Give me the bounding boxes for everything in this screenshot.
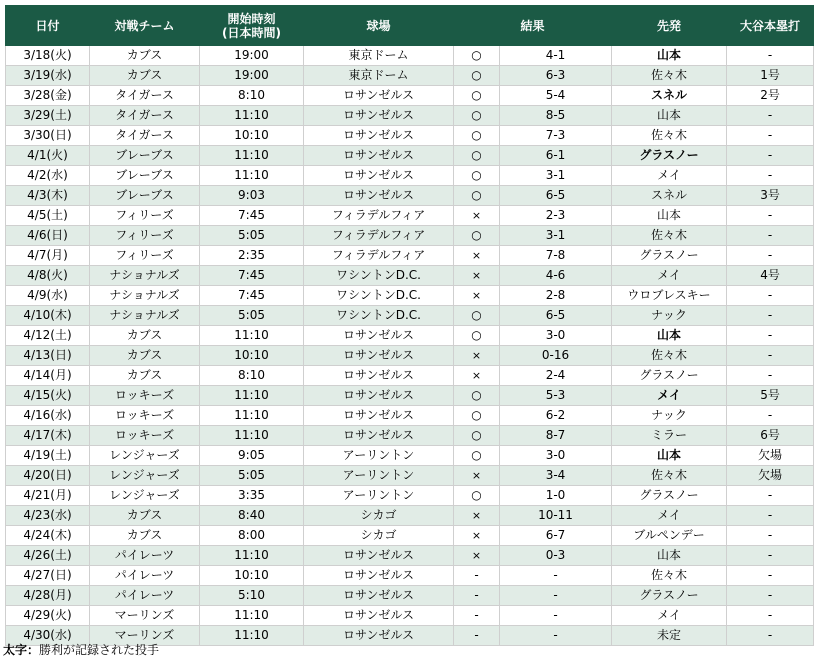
opponent-cell: カブス — [90, 66, 200, 86]
opponent-cell: カブス — [90, 366, 200, 386]
schedule-table-container — [5, 5, 814, 646]
stadium-cell: フィラデルフィア — [304, 206, 454, 226]
date-cell: 3/19(水) — [6, 66, 90, 86]
header-start-time — [200, 6, 304, 46]
stadium-cell: ロサンゼルス — [304, 386, 454, 406]
header-starter: 先発 — [612, 6, 727, 46]
table-row — [6, 106, 814, 126]
stadium-cell: フィラデルフィア — [304, 246, 454, 266]
date-cell: 4/29(火) — [6, 606, 90, 626]
result-mark-cell: × — [454, 286, 500, 306]
score-cell: - — [500, 566, 612, 586]
starter-cell: 佐々木 — [612, 126, 727, 146]
table-row — [6, 66, 814, 86]
start-time-cell: 10:10 — [200, 126, 304, 146]
result-mark-cell: ○ — [454, 46, 500, 66]
opponent-cell: ブレーブス — [90, 186, 200, 206]
table-row — [6, 546, 814, 566]
opponent-cell: レンジャーズ — [90, 446, 200, 466]
stadium-cell: ロサンゼルス — [304, 626, 454, 646]
opponent-cell: レンジャーズ — [90, 466, 200, 486]
table-row — [6, 406, 814, 426]
ohtani-hr-cell: - — [727, 166, 814, 186]
date-cell: 4/7(月) — [6, 246, 90, 266]
opponent-cell: マーリンズ — [90, 606, 200, 626]
opponent-cell: ブレーブス — [90, 166, 200, 186]
score-cell: 6-5 — [500, 186, 612, 206]
score-cell: 4-1 — [500, 46, 612, 66]
start-time-cell: 7:45 — [200, 286, 304, 306]
start-time-cell: 8:10 — [200, 366, 304, 386]
starter-cell: 山本 — [612, 106, 727, 126]
start-time-cell: 11:10 — [200, 326, 304, 346]
score-cell: 6-2 — [500, 406, 612, 426]
ohtani-hr-cell: - — [727, 106, 814, 126]
starter-cell: ミラー — [612, 426, 727, 446]
opponent-cell: フィリーズ — [90, 206, 200, 226]
start-time-cell: 5:05 — [200, 466, 304, 486]
opponent-cell: ナショナルズ — [90, 266, 200, 286]
score-cell: - — [500, 626, 612, 646]
table-row — [6, 226, 814, 246]
start-time-cell: 11:10 — [200, 546, 304, 566]
date-cell: 4/9(水) — [6, 286, 90, 306]
stadium-cell: アーリントン — [304, 466, 454, 486]
date-cell: 4/15(火) — [6, 386, 90, 406]
table-row — [6, 526, 814, 546]
result-mark-cell: - — [454, 606, 500, 626]
date-cell: 4/23(水) — [6, 506, 90, 526]
opponent-cell: ナショナルズ — [90, 306, 200, 326]
starter-cell: ナック — [612, 406, 727, 426]
table-row — [6, 486, 814, 506]
result-mark-cell: ○ — [454, 226, 500, 246]
date-cell: 4/10(木) — [6, 306, 90, 326]
date-cell: 4/17(木) — [6, 426, 90, 446]
date-cell: 4/20(日) — [6, 466, 90, 486]
table-row — [6, 386, 814, 406]
result-mark-cell: ○ — [454, 406, 500, 426]
start-time-cell: 10:10 — [200, 566, 304, 586]
date-cell: 4/2(水) — [6, 166, 90, 186]
opponent-cell: パイレーツ — [90, 566, 200, 586]
score-cell: 8-7 — [500, 426, 612, 446]
opponent-cell: ロッキーズ — [90, 406, 200, 426]
result-mark-cell: × — [454, 546, 500, 566]
stadium-cell: 東京ドーム — [304, 66, 454, 86]
result-mark-cell: - — [454, 626, 500, 646]
result-mark-cell: × — [454, 506, 500, 526]
score-cell: 7-3 — [500, 126, 612, 146]
date-cell: 3/28(金) — [6, 86, 90, 106]
result-mark-cell: × — [454, 366, 500, 386]
score-cell: 0-3 — [500, 546, 612, 566]
opponent-cell: パイレーツ — [90, 586, 200, 606]
ohtani-hr-cell: - — [727, 506, 814, 526]
schedule-table — [5, 5, 814, 646]
start-time-cell: 11:10 — [200, 406, 304, 426]
opponent-cell: カブス — [90, 526, 200, 546]
starter-cell: メイ — [612, 166, 727, 186]
ohtani-hr-cell: - — [727, 546, 814, 566]
stadium-cell: シカゴ — [304, 526, 454, 546]
schedule-body — [6, 46, 814, 646]
date-cell: 4/24(木) — [6, 526, 90, 546]
start-time-cell: 9:03 — [200, 186, 304, 206]
score-cell: - — [500, 586, 612, 606]
start-time-cell: 2:35 — [200, 246, 304, 266]
date-cell: 4/13(日) — [6, 346, 90, 366]
start-time-cell: 5:05 — [200, 306, 304, 326]
table-row — [6, 86, 814, 106]
stadium-cell: ロサンゼルス — [304, 566, 454, 586]
table-row — [6, 286, 814, 306]
date-cell: 3/29(土) — [6, 106, 90, 126]
date-cell: 3/30(日) — [6, 126, 90, 146]
result-mark-cell: × — [454, 526, 500, 546]
start-time-cell: 5:05 — [200, 226, 304, 246]
result-mark-cell: ○ — [454, 146, 500, 166]
date-cell: 4/8(火) — [6, 266, 90, 286]
score-cell: 3-4 — [500, 466, 612, 486]
stadium-cell: ロサンゼルス — [304, 406, 454, 426]
ohtani-hr-cell: 2号 — [727, 86, 814, 106]
date-cell: 4/27(日) — [6, 566, 90, 586]
opponent-cell: パイレーツ — [90, 546, 200, 566]
opponent-cell: カブス — [90, 326, 200, 346]
score-cell: 2-8 — [500, 286, 612, 306]
date-cell: 4/3(木) — [6, 186, 90, 206]
result-mark-cell: - — [454, 586, 500, 606]
score-cell: 5-4 — [500, 86, 612, 106]
ohtani-hr-cell: 欠場 — [727, 466, 814, 486]
result-mark-cell: ○ — [454, 446, 500, 466]
start-time-cell: 11:10 — [200, 606, 304, 626]
stadium-cell: ワシントンD.C. — [304, 286, 454, 306]
ohtani-hr-cell: 3号 — [727, 186, 814, 206]
date-cell: 3/18(火) — [6, 46, 90, 66]
start-time-cell: 3:35 — [200, 486, 304, 506]
ohtani-hr-cell: - — [727, 206, 814, 226]
starter-cell: グラスノー — [612, 486, 727, 506]
date-cell: 4/26(土) — [6, 546, 90, 566]
start-time-cell: 7:45 — [200, 266, 304, 286]
starter-cell: 佐々木 — [612, 66, 727, 86]
opponent-cell: タイガース — [90, 126, 200, 146]
ohtani-hr-cell: - — [727, 626, 814, 646]
date-cell: 4/16(水) — [6, 406, 90, 426]
result-mark-cell: ○ — [454, 306, 500, 326]
start-time-cell: 8:40 — [200, 506, 304, 526]
start-time-cell: 19:00 — [200, 46, 304, 66]
stadium-cell: ロサンゼルス — [304, 366, 454, 386]
opponent-cell: フィリーズ — [90, 246, 200, 266]
starter-cell: グラスノー — [612, 146, 727, 166]
header-ohtani-hr: 大谷本塁打 — [727, 6, 814, 46]
date-cell: 4/12(土) — [6, 326, 90, 346]
stadium-cell: ロサンゼルス — [304, 166, 454, 186]
ohtani-hr-cell: - — [727, 146, 814, 166]
result-mark-cell: ○ — [454, 66, 500, 86]
date-cell: 4/21(月) — [6, 486, 90, 506]
score-cell: 2-3 — [500, 206, 612, 226]
start-time-cell: 11:10 — [200, 386, 304, 406]
result-mark-cell: ○ — [454, 126, 500, 146]
table-row — [6, 306, 814, 326]
stadium-cell: フィラデルフィア — [304, 226, 454, 246]
stadium-cell: ロサンゼルス — [304, 546, 454, 566]
table-row — [6, 166, 814, 186]
ohtani-hr-cell: 5号 — [727, 386, 814, 406]
ohtani-hr-cell: - — [727, 526, 814, 546]
starter-cell: 山本 — [612, 326, 727, 346]
stadium-cell: ロサンゼルス — [304, 586, 454, 606]
score-cell: 3-1 — [500, 226, 612, 246]
starter-cell: メイ — [612, 386, 727, 406]
opponent-cell: カブス — [90, 346, 200, 366]
opponent-cell: カブス — [90, 506, 200, 526]
date-cell: 4/5(土) — [6, 206, 90, 226]
stadium-cell: ロサンゼルス — [304, 326, 454, 346]
opponent-cell: ロッキーズ — [90, 386, 200, 406]
stadium-cell: ロサンゼルス — [304, 426, 454, 446]
legend-note — [3, 641, 159, 658]
start-time-cell: 8:10 — [200, 86, 304, 106]
score-cell: 3-0 — [500, 326, 612, 346]
start-time-cell: 9:05 — [200, 446, 304, 466]
score-cell: 6-5 — [500, 306, 612, 326]
ohtani-hr-cell: - — [727, 586, 814, 606]
legend-note-key: 太字： — [3, 643, 40, 657]
start-time-cell: 11:10 — [200, 626, 304, 646]
start-time-cell: 11:10 — [200, 106, 304, 126]
date-cell: 4/28(月) — [6, 586, 90, 606]
stadium-cell: アーリントン — [304, 446, 454, 466]
opponent-cell: タイガース — [90, 86, 200, 106]
starter-cell: スネル — [612, 86, 727, 106]
table-row — [6, 426, 814, 446]
starter-cell: 佐々木 — [612, 566, 727, 586]
result-mark-cell: ○ — [454, 386, 500, 406]
starter-cell: 未定 — [612, 626, 727, 646]
ohtani-hr-cell: - — [727, 606, 814, 626]
result-mark-cell: ○ — [454, 326, 500, 346]
result-mark-cell: ○ — [454, 166, 500, 186]
starter-cell: メイ — [612, 606, 727, 626]
starter-cell: スネル — [612, 186, 727, 206]
ohtani-hr-cell: - — [727, 406, 814, 426]
ohtani-hr-cell: - — [727, 346, 814, 366]
score-cell: 3-1 — [500, 166, 612, 186]
result-mark-cell: × — [454, 206, 500, 226]
result-mark-cell: ○ — [454, 426, 500, 446]
table-row — [6, 466, 814, 486]
header-start-time-label: 開始時刻 (日本時間) — [222, 11, 281, 40]
start-time-cell: 11:10 — [200, 146, 304, 166]
header-result: 結果 — [454, 6, 612, 46]
opponent-cell: ロッキーズ — [90, 426, 200, 446]
result-mark-cell: ○ — [454, 186, 500, 206]
score-cell: 1-0 — [500, 486, 612, 506]
starter-cell: ナック — [612, 306, 727, 326]
starter-cell: ウロブレスキー — [612, 286, 727, 306]
score-cell: 6-1 — [500, 146, 612, 166]
table-row — [6, 566, 814, 586]
result-mark-cell: ○ — [454, 86, 500, 106]
score-cell: 10-11 — [500, 506, 612, 526]
opponent-cell: マーリンズ — [90, 626, 200, 646]
date-cell: 4/6(日) — [6, 226, 90, 246]
table-row — [6, 586, 814, 606]
result-mark-cell: - — [454, 566, 500, 586]
starter-cell: 山本 — [612, 46, 727, 66]
result-mark-cell: × — [454, 346, 500, 366]
start-time-cell: 11:10 — [200, 426, 304, 446]
score-cell: - — [500, 606, 612, 626]
ohtani-hr-cell: 欠場 — [727, 446, 814, 466]
table-row — [6, 366, 814, 386]
table-row — [6, 506, 814, 526]
starter-cell: 山本 — [612, 446, 727, 466]
score-cell: 4-6 — [500, 266, 612, 286]
score-cell: 7-8 — [500, 246, 612, 266]
stadium-cell: ロサンゼルス — [304, 126, 454, 146]
stadium-cell: アーリントン — [304, 486, 454, 506]
table-row — [6, 206, 814, 226]
ohtani-hr-cell: - — [727, 566, 814, 586]
ohtani-hr-cell: 6号 — [727, 426, 814, 446]
table-row — [6, 146, 814, 166]
stadium-cell: ロサンゼルス — [304, 606, 454, 626]
score-cell: 3-0 — [500, 446, 612, 466]
start-time-cell: 10:10 — [200, 346, 304, 366]
result-mark-cell: × — [454, 266, 500, 286]
date-cell: 4/19(土) — [6, 446, 90, 466]
header-stadium: 球場 — [304, 6, 454, 46]
starter-cell: グラスノー — [612, 586, 727, 606]
result-mark-cell: ○ — [454, 106, 500, 126]
table-row — [6, 46, 814, 66]
ohtani-hr-cell: - — [727, 286, 814, 306]
start-time-cell: 19:00 — [200, 66, 304, 86]
starter-cell: 山本 — [612, 546, 727, 566]
stadium-cell: シカゴ — [304, 506, 454, 526]
table-row — [6, 126, 814, 146]
starter-cell: 佐々木 — [612, 466, 727, 486]
header-opponent: 対戦チーム — [90, 6, 200, 46]
stadium-cell: ロサンゼルス — [304, 146, 454, 166]
starter-cell: メイ — [612, 506, 727, 526]
ohtani-hr-cell: - — [727, 126, 814, 146]
ohtani-hr-cell: - — [727, 46, 814, 66]
opponent-cell: ナショナルズ — [90, 286, 200, 306]
stadium-cell: ワシントンD.C. — [304, 306, 454, 326]
table-row — [6, 346, 814, 366]
ohtani-hr-cell: - — [727, 486, 814, 506]
start-time-cell: 11:10 — [200, 166, 304, 186]
ohtani-hr-cell: 1号 — [727, 66, 814, 86]
score-cell: 8-5 — [500, 106, 612, 126]
stadium-cell: ロサンゼルス — [304, 186, 454, 206]
ohtani-hr-cell: - — [727, 326, 814, 346]
start-time-cell: 8:00 — [200, 526, 304, 546]
ohtani-hr-cell: - — [727, 306, 814, 326]
opponent-cell: タイガース — [90, 106, 200, 126]
date-cell: 4/1(火) — [6, 146, 90, 166]
ohtani-hr-cell: 4号 — [727, 266, 814, 286]
starter-cell: グラスノー — [612, 246, 727, 266]
stadium-cell: ロサンゼルス — [304, 86, 454, 106]
opponent-cell: レンジャーズ — [90, 486, 200, 506]
start-time-cell: 5:10 — [200, 586, 304, 606]
starter-cell: グラスノー — [612, 366, 727, 386]
legend-note-text: 勝利が記録された投手 — [39, 643, 160, 657]
stadium-cell: ロサンゼルス — [304, 106, 454, 126]
date-cell: 4/14(月) — [6, 366, 90, 386]
starter-cell: メイ — [612, 266, 727, 286]
score-cell: 5-3 — [500, 386, 612, 406]
result-mark-cell: × — [454, 466, 500, 486]
starter-cell: 佐々木 — [612, 346, 727, 366]
table-row — [6, 246, 814, 266]
starter-cell: 山本 — [612, 206, 727, 226]
table-row — [6, 326, 814, 346]
ohtani-hr-cell: - — [727, 246, 814, 266]
result-mark-cell: × — [454, 246, 500, 266]
date-cell: 4/30(水) — [6, 626, 90, 646]
header-date: 日付 — [6, 6, 90, 46]
header-row — [6, 6, 814, 46]
table-row — [6, 266, 814, 286]
starter-cell: 佐々木 — [612, 226, 727, 246]
table-row — [6, 186, 814, 206]
score-cell: 0-16 — [500, 346, 612, 366]
stadium-cell: 東京ドーム — [304, 46, 454, 66]
result-mark-cell: ○ — [454, 486, 500, 506]
start-time-cell: 7:45 — [200, 206, 304, 226]
table-row — [6, 606, 814, 626]
opponent-cell: カブス — [90, 46, 200, 66]
ohtani-hr-cell: - — [727, 366, 814, 386]
ohtani-hr-cell: - — [727, 226, 814, 246]
stadium-cell: ロサンゼルス — [304, 346, 454, 366]
score-cell: 2-4 — [500, 366, 612, 386]
stadium-cell: ワシントンD.C. — [304, 266, 454, 286]
opponent-cell: ブレーブス — [90, 146, 200, 166]
opponent-cell: フィリーズ — [90, 226, 200, 246]
table-row — [6, 446, 814, 466]
starter-cell: ブルペンデー — [612, 526, 727, 546]
score-cell: 6-7 — [500, 526, 612, 546]
score-cell: 6-3 — [500, 66, 612, 86]
